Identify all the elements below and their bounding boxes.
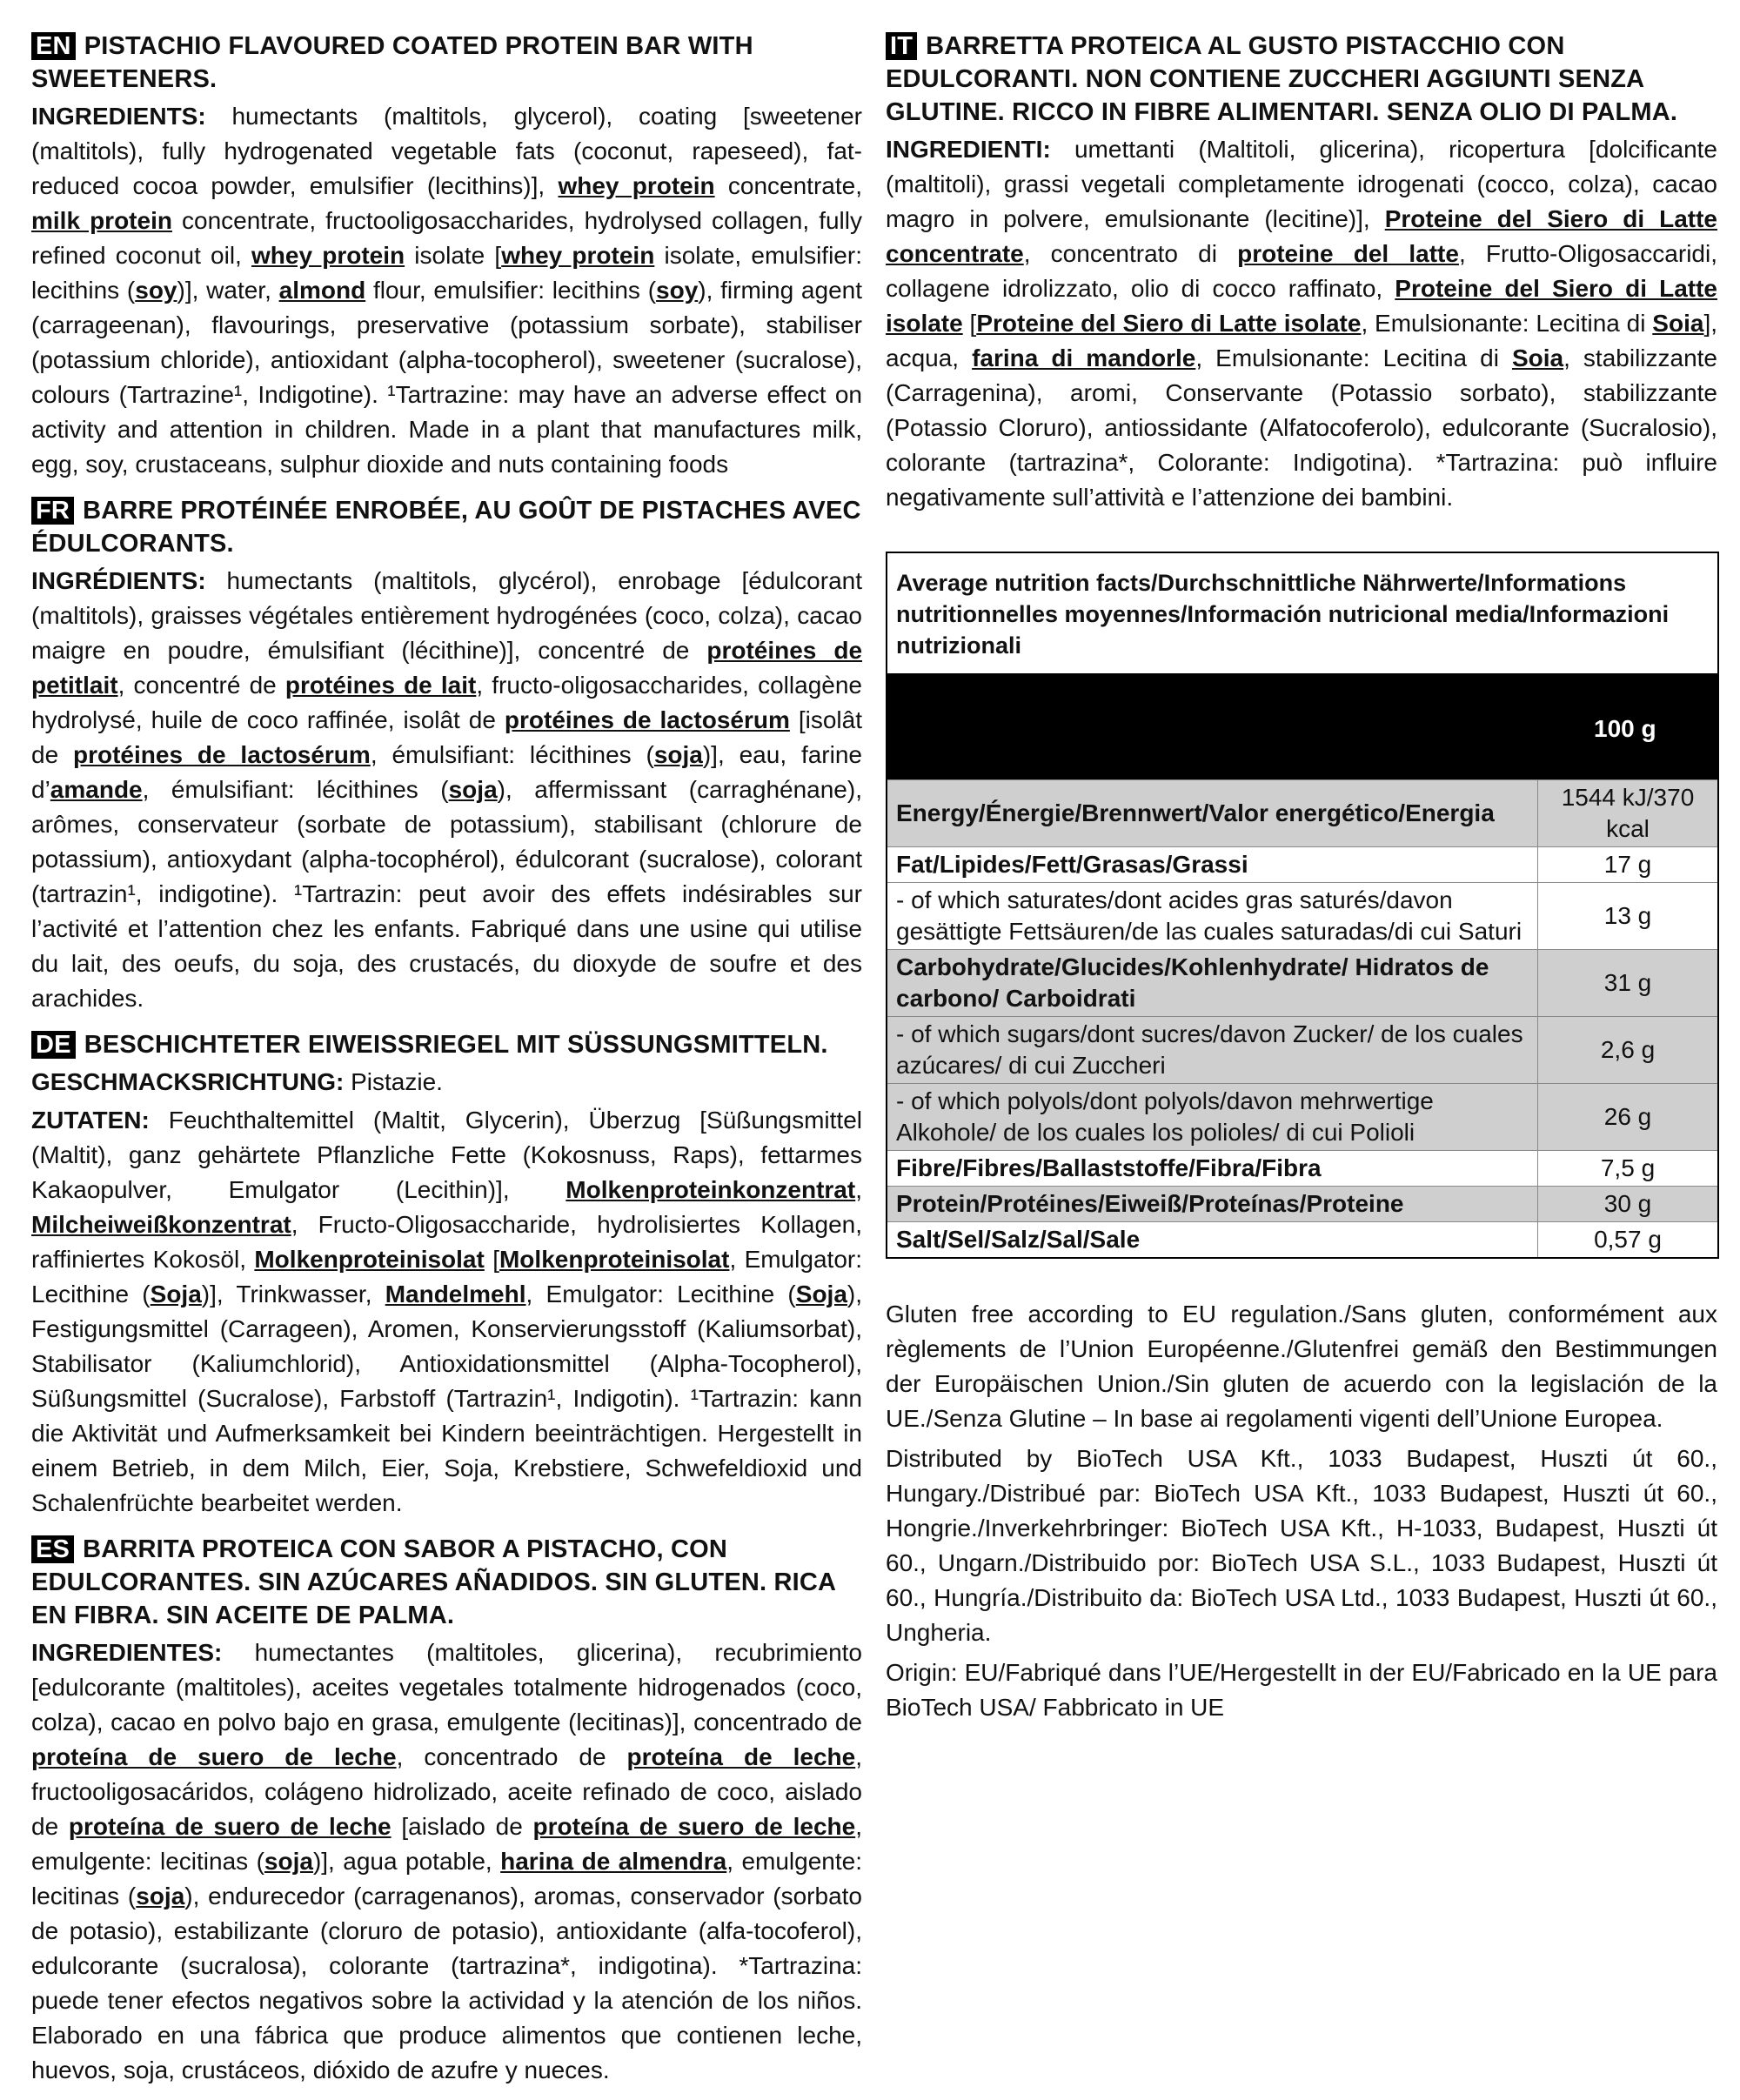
- allergen: almond: [278, 277, 366, 304]
- origin-note: Origin: EU/Fabriqué dans l’UE/Hergestellt in der EU/Fabricado en la UE para BioTech USA/ Fabbricato in UE: [886, 1659, 1717, 1721]
- table-row: [887, 1084, 1717, 1151]
- ing-text: , concentré de: [117, 672, 285, 699]
- nutrient-value: 7,5 g: [1538, 1151, 1718, 1187]
- ing-text: , Frutto-Oligosaccaridi, collagene idrolizzato, olio di cocco raffinato,: [886, 240, 1717, 302]
- ing-text: [: [962, 310, 977, 337]
- ing-text: , émulsifiant: lécithines (: [370, 741, 654, 768]
- ing-text: [isolât de: [31, 706, 862, 768]
- ing-text: , Fructo-Oligosaccharide, hydrolisiertes Kollagen, raffiniertes Kokosöl,: [31, 1211, 862, 1273]
- ing-text: ), firming agent (carrageenan), flavourings, preservative (potassium sorbate), stabiliser (potassium chloride), antioxidant (alpha-tocopherol), sweetener (sucralose), colours (Tartrazine¹, Indigotine). ¹Tartrazine: may have an adverse effect on activity and attention in children. Made in a plant that manufactures milk, egg, soy, crustaceans, sulphur dioxide and nuts containing foods: [31, 277, 862, 478]
- nutrient-value: 31 g: [1538, 950, 1718, 1017]
- allergen: whey protein: [501, 242, 655, 269]
- ing-text: , fructooligosacáridos, colágeno hidrolizado, aceite refinado de coco, aislado de: [31, 1743, 862, 1840]
- allergen: Mandelmehl: [385, 1281, 526, 1307]
- ing-text: [aislado de: [391, 1813, 533, 1840]
- en-title: PISTACHIO FLAVOURED COATED PROTEIN BAR WITH SWEETENERS.: [31, 32, 753, 93]
- allergen: Soja: [795, 1281, 847, 1307]
- ing-text: , emulgente: lecitinas (: [31, 1813, 862, 1875]
- allergen: protéines de lactosérum: [504, 706, 790, 733]
- nutrition-table: [886, 552, 1719, 1259]
- ing-text: ], acqua,: [886, 310, 1717, 371]
- allergen: proteína de suero de leche: [31, 1743, 397, 1770]
- es-ingredients-label: INGREDIENTES:: [31, 1639, 223, 1666]
- allergen: proteína de suero de leche: [68, 1813, 392, 1840]
- table-row: [887, 950, 1717, 1017]
- allergen: whey protein: [558, 172, 715, 199]
- fr-heading: [31, 494, 862, 560]
- table-row: [887, 883, 1717, 950]
- nutrient-value: 30 g: [1538, 1187, 1718, 1222]
- ing-text: ,: [855, 1176, 862, 1203]
- en-ingredients-label: INGREDIENTS:: [31, 103, 206, 130]
- allergen: proteine del latte: [1237, 240, 1459, 267]
- de-flavor-value: Pistazie.: [344, 1068, 443, 1095]
- allergen: Proteine del Siero di Latte concentrate: [886, 205, 1717, 267]
- section-en: [31, 30, 862, 482]
- nutrient-name: Energy/Énergie/Brennwert/Valor energético/Energia: [887, 780, 1538, 847]
- allergen: proteína de leche: [626, 1743, 856, 1770]
- ing-text: ), affermissant (carraghénane), arômes, conservateur (sorbate de potassium), stabilisant (chlorure de potassium), antioxydant (alpha-tocophérol), édulcorant (sucralose), colorant (tartrazin¹, indigotine). ¹Tartrazin: peut avoir des effets indésirables sur l’activité et l’attention chez les enfants. Fabriqué dans une usine qui utilise du lait, des oeufs, du soja, des crustacés, du dioxyde de soufre et des arachides.: [31, 776, 862, 1012]
- fr-ingredients-label: INGRÉDIENTS:: [31, 567, 206, 594]
- ing-text: , concentrato di: [1023, 240, 1238, 267]
- allergen: soy: [656, 277, 699, 304]
- allergen: protéines de lactosérum: [73, 741, 371, 768]
- ing-text: humectants (maltitols, glycerol), coating [sweetener (maltitols), fully hydrogenated vegetable fats (coconut, rapeseed), fat-reduced cocoa powder, emulsifier (lecithins)],: [31, 103, 862, 199]
- nutrient-name: - of which polyols/dont polyols/davon mehrwertige Alkohole/ de los cuales los polioles/ di cui Polioli: [887, 1084, 1538, 1151]
- ing-text: , emulgente: lecitinas (: [31, 1848, 862, 1909]
- nutrient-value: 17 g: [1538, 847, 1718, 883]
- ing-text: )], Trinkwasser,: [201, 1281, 385, 1307]
- es-heading: [31, 1533, 862, 1632]
- nutrient-name: Fibre/Fibres/Ballaststoffe/Fibra/Fibra: [887, 1151, 1538, 1187]
- it-ingredients: [886, 132, 1717, 515]
- table-row: [887, 1017, 1717, 1084]
- right-column: [886, 30, 1717, 1730]
- table-row: [887, 1187, 1717, 1222]
- allergen: Milcheiweißkonzentrat: [31, 1211, 291, 1238]
- allergen: Soia: [1652, 310, 1704, 337]
- allergen: protéines de lait: [284, 672, 477, 699]
- ing-text: , émulsifiant: lécithines (: [142, 776, 449, 803]
- section-fr: [31, 494, 862, 1016]
- de-flavor: [31, 1065, 862, 1100]
- ing-text: [: [484, 1246, 499, 1273]
- ing-text: )], agua potable,: [312, 1848, 501, 1875]
- it-heading: [886, 30, 1717, 129]
- section-es: [31, 1533, 862, 2088]
- nutrition-header-bar: [887, 673, 1717, 779]
- nutrition-title: Average nutrition facts/Durchschnittliche Nährwerte/Informations nutritionnelles moyennes/Información nutricional media/Informazioni nutrizionali: [896, 570, 1670, 659]
- ing-text: concentrate,: [714, 172, 862, 199]
- footer-notes: [886, 1297, 1717, 1725]
- allergen: Soja: [150, 1281, 202, 1307]
- de-ingredients: [31, 1103, 862, 1521]
- section-de: [31, 1028, 862, 1521]
- fr-language-tag: FR: [31, 497, 74, 525]
- ing-text: isolate, emulsifier: lecithins (: [31, 242, 862, 304]
- it-title: BARRETTA PROTEICA AL GUSTO PISTACCHIO CON EDULCORANTI. NON CONTIENE ZUCCHERI AGGIUNTI SENZA GLUTINE. RICCO IN FIBRE ALIMENTARI. SENZA OLIO DI PALMA.: [886, 32, 1678, 126]
- nutrient-value: 0,57 g: [1538, 1222, 1718, 1258]
- ing-text: , Emulgator: Lecithine (: [31, 1246, 862, 1307]
- ing-text: , Emulsionante: Lecitina di: [1195, 344, 1512, 371]
- nutrient-value: 26 g: [1538, 1084, 1718, 1151]
- table-row: [887, 847, 1717, 883]
- nutrient-value: 13 g: [1538, 883, 1718, 950]
- left-column: [31, 30, 862, 2100]
- ing-text: , Emulsionante: Lecitina di: [1361, 310, 1653, 337]
- de-flavor-label: GESCHMACKSRICHTUNG:: [31, 1068, 345, 1095]
- ing-text: , stabilizzante (Carragenina), aromi, Conservante (Potassio sorbato), stabilizzante (Potassio Cloruro), antiossidante (Alfatocoferolo), edulcorante (Sucralosio), colorante (tartrazina*, Colorante: Indigotina). *Tartrazina: può influire negativamente sull’attività e l’attenzione dei bambini.: [886, 344, 1717, 511]
- es-ingredients: [31, 1635, 862, 2088]
- nutrient-name: Protein/Protéines/Eiweiß/Proteínas/Proteine: [887, 1187, 1538, 1222]
- ing-text: )], water,: [177, 277, 279, 304]
- nutrient-name: - of which saturates/dont acides gras saturés/davon gesättigte Fettsäuren/de las cuales saturadas/di cui Saturi: [887, 883, 1538, 950]
- en-heading: [31, 30, 862, 96]
- nutrient-value: 1544 kJ/370 kcal: [1538, 780, 1718, 847]
- nutrient-name: - of which sugars/dont sucres/davon Zucker/ de los cuales azúcares/ di cui Zuccheri: [887, 1017, 1538, 1084]
- it-language-tag: IT: [886, 32, 917, 60]
- allergen: harina de almendra: [500, 1848, 727, 1875]
- allergen: Molkenproteinisolat: [499, 1246, 730, 1273]
- allergen: Proteine del Siero di Latte isolate: [976, 310, 1362, 337]
- allergen: amande: [50, 776, 143, 803]
- de-heading: [31, 1028, 862, 1061]
- allergen: soy: [135, 277, 177, 304]
- table-row: [887, 780, 1717, 847]
- allergen: soja: [448, 776, 498, 803]
- ing-text: concentrate, fructooligosaccharides, hydrolysed collagen, fully refined coconut oil,: [31, 207, 862, 269]
- ing-text: )], eau, farine d’: [31, 741, 862, 803]
- ing-text: , Emulgator: Lecithine (: [525, 1281, 796, 1307]
- allergen: soja: [264, 1848, 313, 1875]
- allergen: soja: [653, 741, 703, 768]
- ing-text: ), endurecedor (carragenanos), aromas, conservador (sorbato de potasio), estabilizante (cloruro de potasio), antioxidante (alfa-tocoferol), edulcorante (sucralosa), colorante (tartrazina*, indigotina). *Tartrazina: puede tener efectos negativos sobre la actividad y la atención de los niños. Elaborado en una fábrica que produce alimentos que contienen leche, huevos, soja, crustáceos, dióxido de azufre y nueces.: [31, 1883, 863, 2083]
- section-it: [886, 30, 1717, 515]
- allergen: soja: [136, 1883, 185, 1909]
- nutrition-rows: [887, 779, 1717, 1257]
- fr-ingredients: [31, 564, 862, 1016]
- de-title: BESCHICHTETER EIWEISSRIEGEL MIT SÜSSUNGSMITTELN.: [84, 1031, 828, 1059]
- nutrient-name: Carbohydrate/Glucides/Kohlenhydrate/ Hidratos de carbono/ Carboidrati: [887, 950, 1538, 1017]
- fr-title: BARRE PROTÉINÉE ENROBÉE, AU GOÛT DE PISTACHES AVEC ÉDULCORANTS.: [31, 497, 861, 558]
- allergen: protéines de petitlait: [31, 637, 863, 699]
- nutrient-name: Salt/Sel/Salz/Sal/Sale: [887, 1222, 1538, 1258]
- ing-text: , concentrado de: [396, 1743, 627, 1770]
- ing-text: Feuchthaltemittel (Maltit, Glycerin), Überzug [Süßungsmittel (Maltit), ganz gehärtete Pflanzliche Fette (Kokosnuss, Raps), fettarmes Kakaopulver, Emulgator (Lecithin)],: [31, 1107, 862, 1203]
- ing-text: ), Festigungsmittel (Carrageen), Aromen, Konservierungsstoff (Kaliumsorbat), Stabilisator (Kaliumchlorid), Antioxidationsmittel (Alpha-Tocopherol), Süßungsmittel (Sucralose), Farbstoff (Tartrazin¹, Indigotin). ¹Tartrazin: kann die Aktivität und Aufmerksamkeit bei Kindern beeinträchtigen. Hergestellt in einem Betrieb, in dem Milch, Eier, Soja, Krebstiere, Schwefeldioxid und Schalenfrüchte bearbeitet werden.: [31, 1281, 863, 1516]
- es-title: BARRITA PROTEICA CON SABOR A PISTACHO, CON EDULCORANTES. SIN AZÚCARES AÑADIDOS. SIN GLUTEN. RICA EN FIBRA. SIN ACEITE DE PALMA.: [31, 1535, 836, 1629]
- allergen: Proteine del Siero di Latte isolate: [886, 275, 1717, 337]
- ing-text: flour, emulsifier: lecithins (: [365, 277, 657, 304]
- nutrient-value: 2,6 g: [1538, 1017, 1718, 1084]
- table-row: [887, 1222, 1717, 1258]
- ing-text: umettanti (Maltitoli, glicerina), ricopertura [dolcificante (maltitoli), grassi vegetali completamente idrogenati (cocco, colza), cacao magro in polvere, emulsionante (lecitine)],: [886, 136, 1717, 232]
- allergen: Molkenproteinkonzentrat: [566, 1176, 856, 1203]
- en-ingredients: [31, 99, 862, 482]
- ing-text: humectants (maltitols, glycérol), enrobage [édulcorant (maltitols), graisses végétales entièrement hydrogénées (coco, colza), cacao maigre en poudre, émulsifiant (lécithine)], concentré de: [31, 567, 862, 664]
- allergen: whey protein: [251, 242, 405, 269]
- allergen: milk protein: [31, 207, 172, 234]
- nutrient-name: Fat/Lipides/Fett/Grasas/Grassi: [887, 847, 1538, 883]
- es-language-tag: ES: [31, 1535, 74, 1563]
- nutrition-column-label: 100 g: [1594, 715, 1656, 742]
- allergen: Molkenproteinisolat: [254, 1246, 485, 1273]
- allergen: farina di mandorle: [972, 344, 1196, 371]
- allergen: Soia: [1511, 344, 1564, 371]
- de-ingredients-label: ZUTATEN:: [31, 1107, 150, 1134]
- allergen: proteína de suero de leche: [532, 1813, 856, 1840]
- en-language-tag: EN: [31, 32, 76, 60]
- de-language-tag: DE: [31, 1031, 76, 1059]
- gluten-free-note: Gluten free according to EU regulation./Sans gluten, conformément aux règlements de l’Union Européenne./Glutenfrei gemäß den Bestimmungen der Europäischen Union./Sin gluten de acuerdo con la legislación de la UE./Senza Glutine – In base ai regolamenti vigenti dell’Unione Europea.: [886, 1301, 1717, 1432]
- ing-text: , fructo-oligosaccharides, collagène hydrolysé, huile de coco raffinée, isolât de: [31, 672, 862, 733]
- distributor-note: Distributed by BioTech USA Kft., 1033 Budapest, Huszti út 60., Hungary./Distribué par: BioTech USA Kft., 1033 Budapest, Huszti út 60., Hongrie./Inverkehrbringer: BioTech USA Kft., H-1033, Budapest, Huszti út 60., Ungarn./Distribuido por: BioTech USA S.L., 1033 Budapest, Huszti út 60., Hungría./Distribuito da: BioTech USA Ltd., 1033 Budapest, Huszti út 60., Ungheria.: [886, 1445, 1717, 1646]
- it-ingredients-label: INGREDIENTI:: [886, 136, 1051, 163]
- ing-text: isolate [: [405, 242, 502, 269]
- table-row: [887, 1151, 1717, 1187]
- ing-text: humectantes (maltitoles, glicerina), recubrimiento [edulcorante (maltitoles), aceites vegetales totalmente hidrogenados (coco, colza), cacao en polvo bajo en grasa, emulgente (lecitinas)], concentrado de: [31, 1639, 862, 1736]
